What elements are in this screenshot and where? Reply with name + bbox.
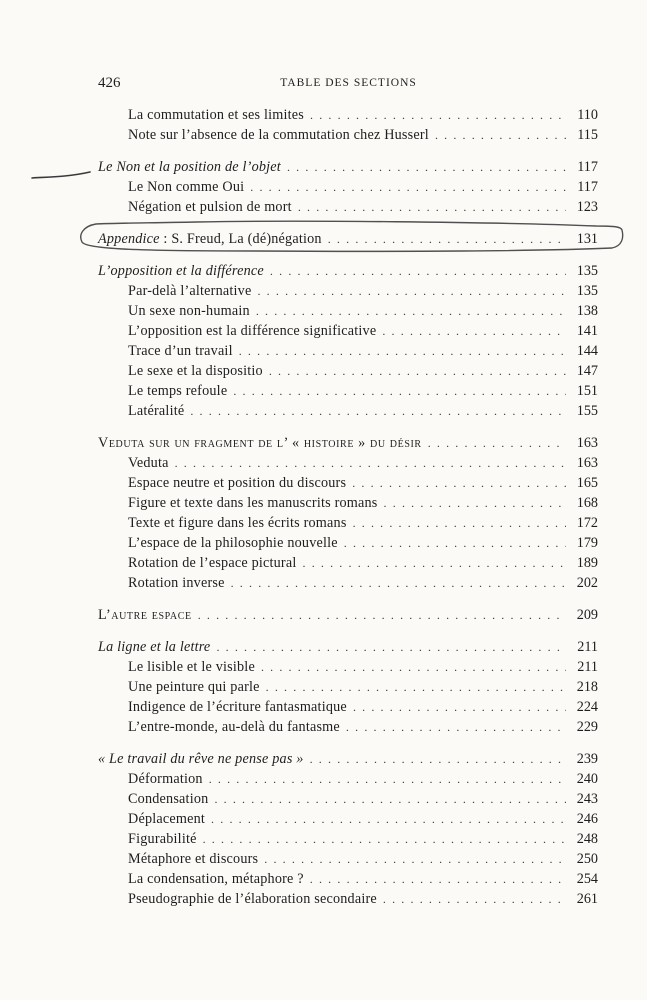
entry-label: Indigence de l’écriture fantasmatique	[128, 699, 347, 715]
entry-label: L’autre espace	[98, 607, 192, 623]
dot-leader	[328, 229, 566, 249]
toc-subentry	[98, 573, 598, 593]
dot-leader	[261, 657, 566, 677]
page-ref: 250	[576, 851, 598, 867]
dot-leader	[352, 473, 566, 493]
page-ref: 110	[577, 107, 598, 123]
dot-leader	[435, 125, 566, 145]
toc-entry	[98, 229, 598, 249]
toc-subentry	[98, 769, 598, 789]
entry-label: Le lisible et le visible	[128, 659, 255, 675]
toc-subentry	[98, 453, 598, 473]
page-ref: 209	[576, 607, 598, 623]
page-ref: 115	[577, 127, 598, 143]
entry-label: Espace neutre et position du discours	[128, 475, 347, 491]
entry-label: Pseudographie de l’élaboration secondaire	[128, 891, 377, 907]
page-ref: 254	[576, 871, 598, 887]
dot-leader	[175, 453, 566, 473]
entry-label: Veduta	[128, 455, 169, 471]
dot-leader	[256, 301, 566, 321]
section-spacer	[98, 593, 598, 605]
dot-leader	[264, 849, 566, 869]
dot-leader	[310, 869, 566, 889]
toc-subentry	[98, 105, 598, 125]
entry-label: La ligne et la lettre	[98, 639, 211, 655]
section-spacer	[98, 217, 598, 229]
page-ref: 189	[576, 555, 598, 571]
entry-label	[98, 229, 322, 249]
dot-leader	[383, 889, 566, 909]
section-spacer	[98, 145, 598, 157]
section-spacer	[98, 249, 598, 261]
entry-label: Négation et pulsion de mort	[128, 199, 292, 215]
page-header	[98, 75, 599, 95]
toc-subentry	[98, 533, 598, 553]
toc-subentry	[98, 657, 598, 677]
toc-subentry	[98, 889, 598, 909]
toc-subentry	[98, 281, 598, 301]
page-ref: 246	[576, 811, 598, 827]
entry-label: La condensation, métaphore ?	[128, 871, 304, 887]
toc-subentry	[98, 197, 598, 217]
table-of-contents	[98, 105, 598, 909]
entry-label: « Le travail du rêve ne pense pas »	[98, 751, 304, 767]
entry-label: Rotation inverse	[128, 575, 225, 591]
entry-label: Figurabilité	[128, 831, 197, 847]
dot-leader	[266, 677, 566, 697]
dot-leader	[310, 749, 566, 769]
entry-label: La commutation et ses limites	[128, 107, 305, 123]
page-ref: 144	[576, 343, 598, 359]
page-ref: 202	[576, 575, 598, 591]
dot-leader	[203, 829, 566, 849]
entry-label: Le temps refoule	[128, 383, 228, 399]
dot-leader	[298, 197, 566, 217]
dot-leader	[257, 281, 566, 301]
page-ref: 168	[576, 495, 598, 511]
toc-subentry	[98, 553, 598, 573]
page-ref: 218	[576, 679, 598, 695]
entry-label: L’entre-monde, au-delà du fantasme	[128, 719, 340, 735]
dot-leader	[209, 769, 566, 789]
entry-label: Déplacement	[128, 811, 206, 827]
dot-leader	[190, 401, 566, 421]
page-ref: 248	[576, 831, 598, 847]
toc-subentry	[98, 513, 598, 533]
entry-label: Note sur l’absence de la commutation chez Husserl	[128, 127, 429, 143]
page-ref: 229	[576, 719, 598, 735]
toc-subentry	[98, 341, 598, 361]
toc-entry	[98, 637, 598, 657]
page-ref: 155	[576, 403, 598, 419]
toc-entry	[98, 433, 598, 453]
page-ref: 243	[576, 791, 598, 807]
toc-entry	[98, 749, 598, 769]
toc-subentry	[98, 381, 598, 401]
dot-leader	[382, 321, 566, 341]
dot-leader	[428, 433, 566, 453]
toc-subentry	[98, 809, 598, 829]
page-ref: 172	[576, 515, 598, 531]
toc-subentry	[98, 493, 598, 513]
page-ref: 147	[576, 363, 598, 379]
page-ref: 163	[576, 455, 598, 471]
toc-subentry	[98, 301, 598, 321]
entry-label: Par-delà l’alternative	[128, 283, 252, 299]
appendix-title: : S. Freud, La (dé)négation	[159, 231, 322, 247]
page-ref: 135	[576, 283, 598, 299]
page-ref: 131	[576, 231, 598, 247]
page-ref: 179	[576, 535, 598, 551]
toc-subentry	[98, 125, 598, 145]
entry-label: L’espace de la philosophie nouvelle	[128, 535, 338, 551]
dot-leader	[198, 605, 566, 625]
section-spacer	[98, 625, 598, 637]
page-ref: 211	[577, 639, 598, 655]
entry-label: Le sexe et la dispositio	[128, 363, 263, 379]
page-ref: 141	[576, 323, 598, 339]
page-ref: 240	[576, 771, 598, 787]
appendice-word: Appendice	[98, 231, 160, 247]
toc-entry	[98, 261, 598, 281]
page-ref: 261	[576, 891, 598, 907]
section-spacer	[98, 421, 598, 433]
entry-label: Figure et texte dans les manuscrits romans	[128, 495, 378, 511]
dot-leader	[233, 381, 566, 401]
toc-subentry	[98, 829, 598, 849]
toc-subentry	[98, 789, 598, 809]
page-ref: 138	[576, 303, 598, 319]
toc-entry	[98, 157, 598, 177]
toc-subentry	[98, 717, 598, 737]
pencil-dash-mark	[28, 168, 98, 184]
dot-leader	[250, 177, 566, 197]
page-ref: 117	[577, 179, 598, 195]
dot-leader	[303, 553, 567, 573]
entry-label: L’opposition est la différence significative	[128, 323, 377, 339]
page-ref: 239	[576, 751, 598, 767]
page-number: 426	[98, 75, 121, 91]
page-ref: 163	[576, 435, 598, 451]
dot-leader	[270, 261, 566, 281]
toc-subentry	[98, 361, 598, 381]
toc-subentry	[98, 677, 598, 697]
toc-subentry	[98, 849, 598, 869]
entry-label: Condensation	[128, 791, 209, 807]
dot-leader	[211, 809, 566, 829]
toc-subentry	[98, 321, 598, 341]
toc-subentry	[98, 401, 598, 421]
entry-label: L’opposition et la différence	[98, 263, 264, 279]
dot-leader	[384, 493, 566, 513]
dot-leader	[214, 789, 566, 809]
running-title: TABLE DES SECTIONS	[280, 77, 417, 89]
entry-label: Veduta sur un fragment de l’ « histoire » du désir	[98, 435, 422, 451]
toc-subentry	[98, 869, 598, 889]
dot-leader	[353, 697, 566, 717]
entry-label: Déformation	[128, 771, 203, 787]
entry-label: Latéralité	[128, 403, 185, 419]
toc-subentry	[98, 177, 598, 197]
page-ref: 135	[576, 263, 598, 279]
section-spacer	[98, 737, 598, 749]
dot-leader	[344, 533, 566, 553]
entry-label: Métaphore et discours	[128, 851, 259, 867]
page-ref: 117	[577, 159, 598, 175]
dot-leader	[287, 157, 566, 177]
page-ref: 211	[577, 659, 598, 675]
entry-label: Le Non comme Oui	[128, 179, 245, 195]
page-ref: 224	[576, 699, 598, 715]
dot-leader	[239, 341, 566, 361]
page-ref: 165	[576, 475, 598, 491]
dot-leader	[231, 573, 566, 593]
dot-leader	[353, 513, 566, 533]
dot-leader	[310, 105, 566, 125]
dot-leader	[216, 637, 566, 657]
toc-entry	[98, 605, 598, 625]
entry-label: Texte et figure dans les écrits romans	[128, 515, 347, 531]
entry-label: Un sexe non-humain	[128, 303, 250, 319]
entry-label: Trace d’un travail	[128, 343, 233, 359]
entry-label: Une peinture qui parle	[128, 679, 260, 695]
toc-subentry	[98, 473, 598, 493]
page-ref: 123	[576, 199, 598, 215]
entry-label: Le Non et la position de l’objet	[98, 159, 281, 175]
dot-leader	[269, 361, 566, 381]
entry-label: Rotation de l’espace pictural	[128, 555, 297, 571]
page-ref: 151	[576, 383, 598, 399]
dot-leader	[346, 717, 566, 737]
toc-subentry	[98, 697, 598, 717]
